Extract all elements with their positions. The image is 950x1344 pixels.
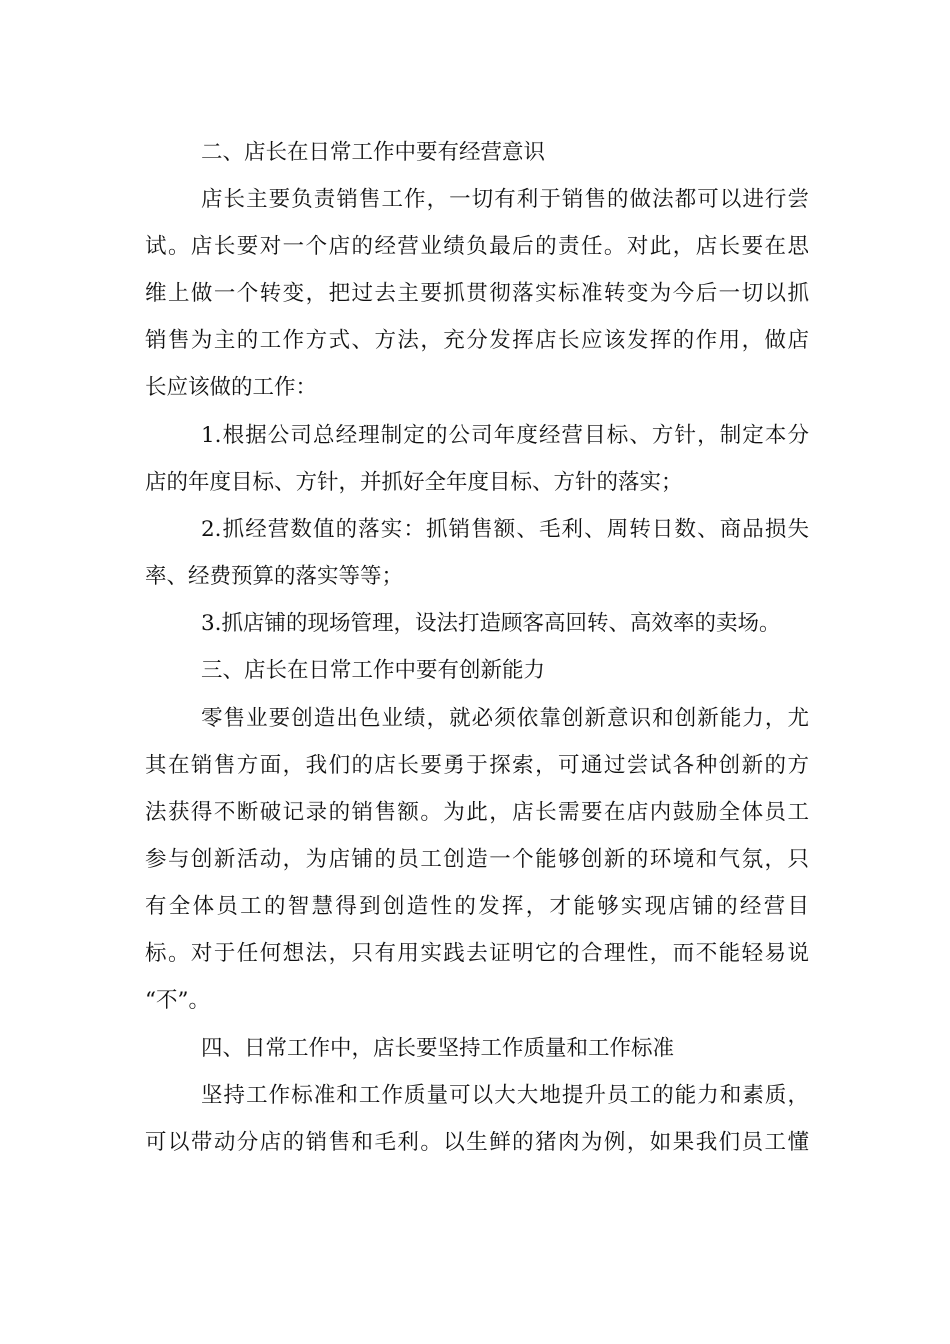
paragraph-line: 其在销售方面，我们的店长要勇于探索，可通过尝试各种创新的方: [145, 753, 809, 778]
paragraph-line: 坚持工作标准和工作质量可以大大地提升员工的能力和素质，: [201, 1083, 809, 1108]
paragraph-line: 可以带动分店的销售和毛利。以生鲜的猪肉为例，如果我们员工懂: [145, 1130, 809, 1155]
paragraph-line: 零售业要创造出色业绩，就必须依靠创新意识和创新能力，尤: [201, 706, 809, 731]
paragraph-line: “不”。: [145, 988, 210, 1013]
paragraph-line: 试。店长要对一个店的经营业绩负最后的责任。对此，店长要在思: [145, 234, 809, 259]
paragraph-line: 店长主要负责销售工作，一切有利于销售的做法都可以进行尝: [201, 187, 809, 212]
list-item-2-line: 率、经费预算的落实等等；: [145, 564, 404, 589]
heading-section-3: 三、店长在日常工作中要有创新能力: [201, 658, 546, 683]
paragraph-line: 维上做一个转变，把过去主要抓贯彻落实标准转变为今后一切以抓: [145, 281, 809, 306]
list-item-2-line: 2.抓经营数值的落实：抓销售额、毛利、周转日数、商品损失: [201, 517, 809, 542]
heading-section-4: 四、日常工作中，店长要坚持工作质量和工作标准: [201, 1036, 675, 1061]
list-item-1-line: 店的年度目标、方针，并抓好全年度目标、方针的落实；: [145, 470, 683, 495]
paragraph-line: 长应该做的工作：: [145, 375, 318, 400]
paragraph-line: 标。对于任何想法，只有用实践去证明它的合理性，而不能轻易说: [145, 941, 809, 966]
paragraph-line: 销售为主的工作方式、方法，充分发挥店长应该发挥的作用，做店: [145, 328, 809, 353]
paragraph-line: 参与创新活动，为店铺的员工创造一个能够创新的环境和气氛，只: [145, 847, 809, 872]
heading-section-2: 二、店长在日常工作中要有经营意识: [201, 140, 546, 165]
paragraph-line: 法获得不断破记录的销售额。为此，店长需要在店内鼓励全体员工: [145, 800, 809, 825]
list-item-1-line: 1.根据公司总经理制定的公司年度经营目标、方针，制定本分: [201, 423, 809, 448]
list-item-3-line: 3.抓店铺的现场管理，设法打造顾客高回转、高效率的卖场。: [201, 611, 781, 636]
paragraph-line: 有全体员工的智慧得到创造性的发挥，才能够实现店铺的经营目: [145, 894, 809, 919]
